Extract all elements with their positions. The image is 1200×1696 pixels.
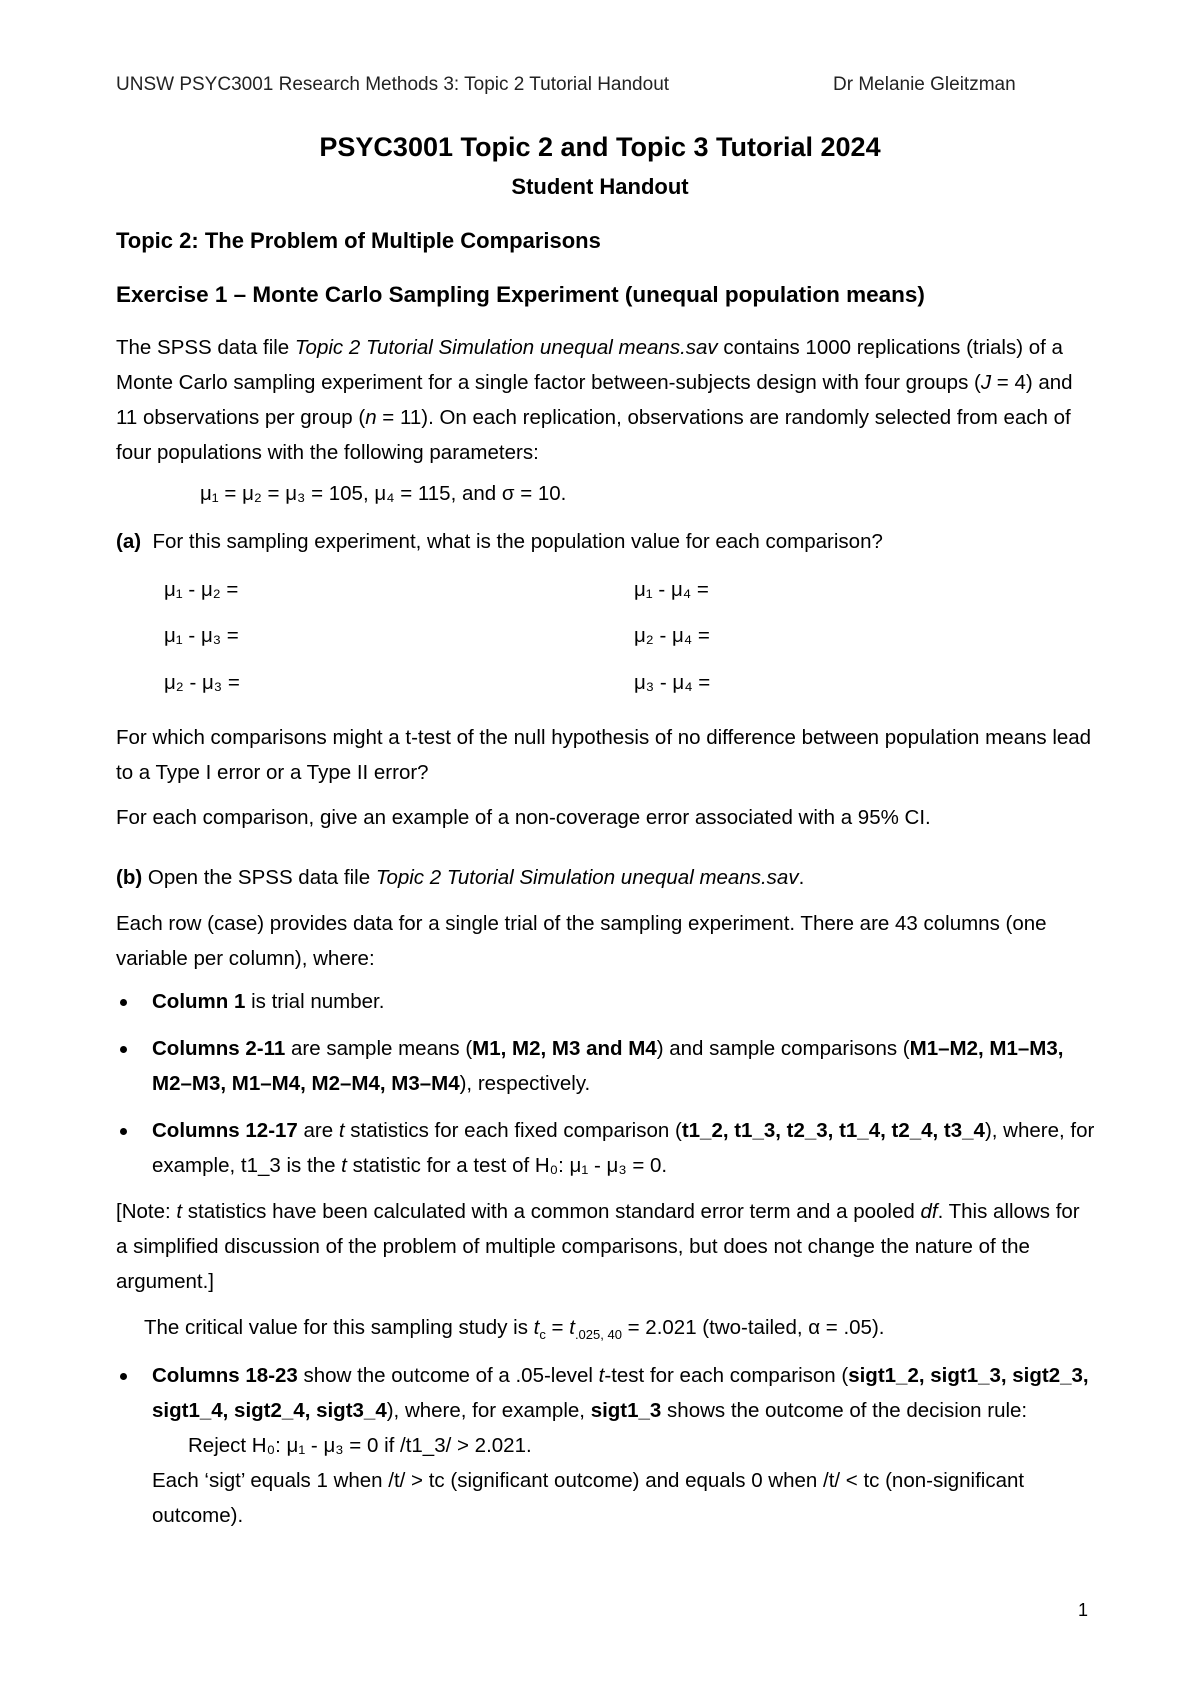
- critical-value: The critical value for this sampling study is $t_c = t_{.025, 40} = 2.021$ (two-tailed, α = .05).: [144, 1316, 885, 1343]
- intro-paragraph: The SPSS data file Topic 2 Tutorial Simulation unequal means.sav contains 1000 replications (trials) of a Monte Carlo sampling experiment for a single factor between-subjects design with four groups (J = 4) and 11 observations per group (n = 11). On each replication, observations are randomly selected from each of four populations with the following parameters:: [116, 336, 1073, 464]
- sigt-description: Each ‘sigt’ equals 1 when /t/ > tc (significant outcome) and equals 0 when /t/ < tc (non-significant outcome).: [152, 1469, 1025, 1527]
- header-left: UNSW PSYC3001 Research Methods 3: Topic 2 Tutorial Handout: [116, 74, 670, 95]
- part-a-ci-question: For each comparison, give an example of a non-coverage error associated with a 95% CI.: [116, 806, 931, 829]
- list-item: Columns 12-17 are t statistics for each fixed comparison (t1_2, t1_3, t2_3, t1_4, t2_4, t3_4), where, for example, t1_3 is the t statistic for a test of H₀: μ₁ - μ₃ = 0.: [116, 1113, 1096, 1183]
- decision-rule: Reject H₀: μ₁ - μ₃ = 0 if /t1_3/ > 2.021.: [188, 1434, 532, 1457]
- comparison-mu2-mu4: μ₂ - μ₄ =: [634, 624, 710, 647]
- row-description: Each row (case) provides data for a single trial of the sampling experiment. There are 43 columns (one variable per column), where:: [116, 912, 1047, 970]
- list-item: Columns 18-23 show the outcome of a .05-level t-test for each comparison (sigt1_2, sigt1_3, sigt2_3, sigt1_4, sigt2_4, sigt3_4), where, for example, sigt1_3 shows the outcome of the decision rule: Reject H₀: μ₁ - μ₃ = 0 if /t1_3/ > 2.021. Each ‘sigt’ equals 1 when /t/ > tc (significant outcome) and equals 0 when /t/ < tc (non-significant outcome).: [116, 1358, 1096, 1533]
- comparison-mu1-mu4: μ₁ - μ₄ =: [634, 578, 709, 601]
- bullet-icon: [116, 1031, 140, 1066]
- part-a-label: (a): [116, 530, 142, 553]
- part-b-label: (b): [116, 866, 143, 889]
- comparison-mu3-mu4: μ₃ - μ₄ =: [634, 671, 711, 694]
- comparison-mu2-mu3: μ₂ - μ₃ =: [164, 671, 240, 694]
- exercise-heading: Exercise 1 – Monte Carlo Sampling Experiment (unequal population means): [116, 282, 925, 307]
- list-item: Columns 2-11 are sample means (M1, M2, M3 and M4) and sample comparisons (M1–M2, M1–M3, M2–M3, M1–M4, M2–M4, M3–M4), respectively.: [116, 1031, 1096, 1101]
- page-title: PSYC3001 Topic 2 and Topic 3 Tutorial 2024: [319, 132, 881, 162]
- part-a-error-question: For which comparisons might a t-test of the null hypothesis of no difference between population means lead to a Type I error or a Type II error?: [116, 726, 1092, 784]
- note-paragraph: [Note: t statistics have been calculated with a common standard error term and a pooled df. This allows for a simplified discussion of the problem of multiple comparisons, but does not change the nature of the argument.]: [116, 1200, 1080, 1293]
- part-a-question: (a) For this sampling experiment, what is the population value for each comparison?: [116, 530, 883, 553]
- population-parameters: μ₁ = μ₂ = μ₃ = 105, μ₄ = 115, and σ = 10.: [200, 482, 567, 505]
- bullet-icon: [116, 1358, 140, 1393]
- page-number: 1: [1078, 1600, 1089, 1620]
- comparison-mu1-mu2: μ₁ - μ₂ =: [164, 578, 239, 601]
- comparison-mu1-mu3: μ₁ - μ₃ =: [164, 624, 239, 647]
- page-subtitle: Student Handout: [511, 174, 689, 199]
- part-b-instruction: (b) Open the SPSS data file Topic 2 Tutorial Simulation unequal means.sav.: [116, 866, 805, 889]
- bullet-icon: [116, 984, 140, 1019]
- list-item: Column 1 is trial number.: [116, 984, 1096, 1019]
- bullet-icon: [116, 1113, 140, 1148]
- topic-heading: Topic 2: The Problem of Multiple Comparisons: [116, 228, 601, 253]
- header-right: Dr Melanie Gleitzman: [833, 74, 1016, 95]
- file-name: Topic 2 Tutorial Simulation unequal means.sav: [294, 336, 718, 359]
